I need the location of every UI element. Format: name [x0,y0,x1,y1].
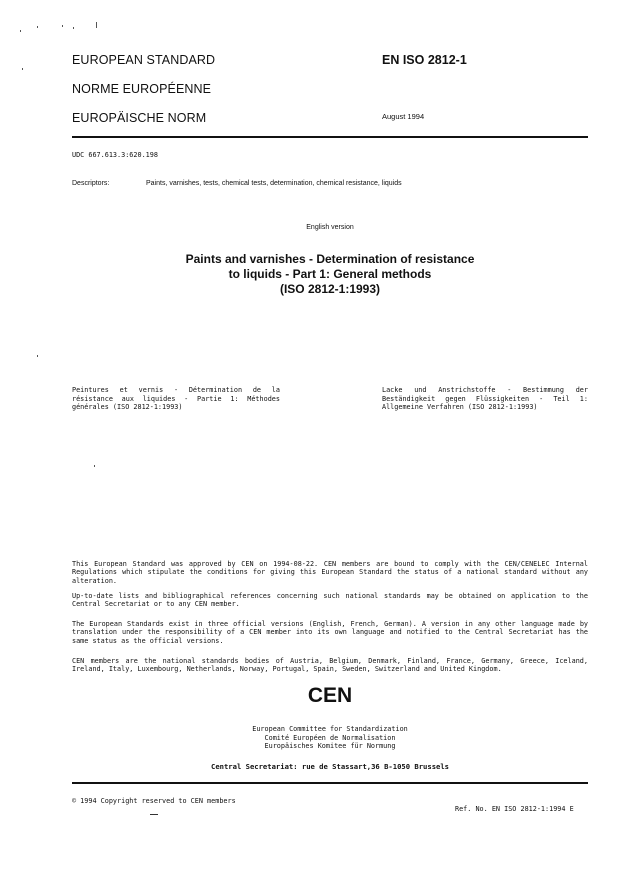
standard-type-en: EUROPEAN STANDARD [72,53,216,67]
footer-dash-mark [150,814,158,815]
references-paragraph: Up-to-date lists and bibliographical references concerning such national standards may be obtained on application to the Central Secretariat or to any CEN member. [72,592,588,609]
title-line-3: (ISO 2812-1:1993) [279,282,381,296]
standard-type-de: EUROPÄISCHE NORM [72,111,207,125]
header-rule [72,136,588,138]
scan-speck [37,355,38,357]
approval-paragraph: This European Standard was approved by CEN on 1994-08-22. CEN members are bound to comply with the CEN/CENELEC Internal Regulations which stipulate the conditions for giving this European Standard the status of a national standard without any alteration. [72,560,588,585]
cen-committee-names [72,725,588,751]
scan-speck [73,27,74,29]
scan-speck [96,22,97,28]
standard-number: EN ISO 2812-1 [382,53,467,67]
descriptors-label: Descriptors: [72,180,110,187]
title-line-2: to liquids - Part 1: General methods [228,267,432,281]
committee-name-fr: Comité Européen de Normalisation [264,733,396,742]
footer-rule [72,782,588,784]
committee-name-en: European Committee for Standardization [252,725,408,733]
scan-speck [94,465,95,467]
descriptors-text: Paints, varnishes, tests, chemical tests, determination, chemical resistance, liquids [146,180,402,187]
scan-speck [20,30,21,32]
title-line-1: Paints and varnishes - Determination of resistance [185,252,475,266]
german-title: Lacke und Anstrichstoffe - Bestimmung der Beständigkeit gegen Flüssigkeiten - Teil 1: Allgemeine Verfahren (ISO 2812-1:1993) [382,386,588,412]
document-title [72,252,588,297]
udc-code: UDC 667.613.3:620.198 [72,151,158,159]
french-title: Peintures et vernis - Détermination de la résistance aux liquides - Partie 1: Méthodes générales (ISO 2812-1:1993) [72,386,280,412]
publication-date: August 1994 [382,112,425,121]
scan-speck [22,68,23,70]
language-version: English version [306,224,354,231]
standard-type-fr: NORME EUROPÉENNE [72,82,212,96]
cen-logo: CEN [307,684,353,707]
committee-name-de: Europäisches Komitee für Normung [264,742,396,751]
scan-speck [62,25,63,27]
scan-speck [37,26,38,28]
versions-paragraph: The European Standards exist in three official versions (English, French, German). A version in any other language made by translation under the responsibility of a CEN member into its own language and notified to the Central Secretariat has the same status as the official versions. [72,620,588,645]
reference-number: Ref. No. EN ISO 2812-1:1994 E [455,805,574,813]
central-secretariat: Central Secretariat: rue de Stassart,36 B-1050 Brussels [211,762,449,771]
copyright-notice: © 1994 Copyright reserved to CEN members [72,797,236,805]
members-paragraph: CEN members are the national standards bodies of Austria, Belgium, Denmark, Finland, France, Germany, Greece, Iceland, Ireland, Italy, Luxembourg, Netherlands, Norway, Portugal, Spain, Sweden, Switzerland and United Kingdom. [72,657,588,674]
